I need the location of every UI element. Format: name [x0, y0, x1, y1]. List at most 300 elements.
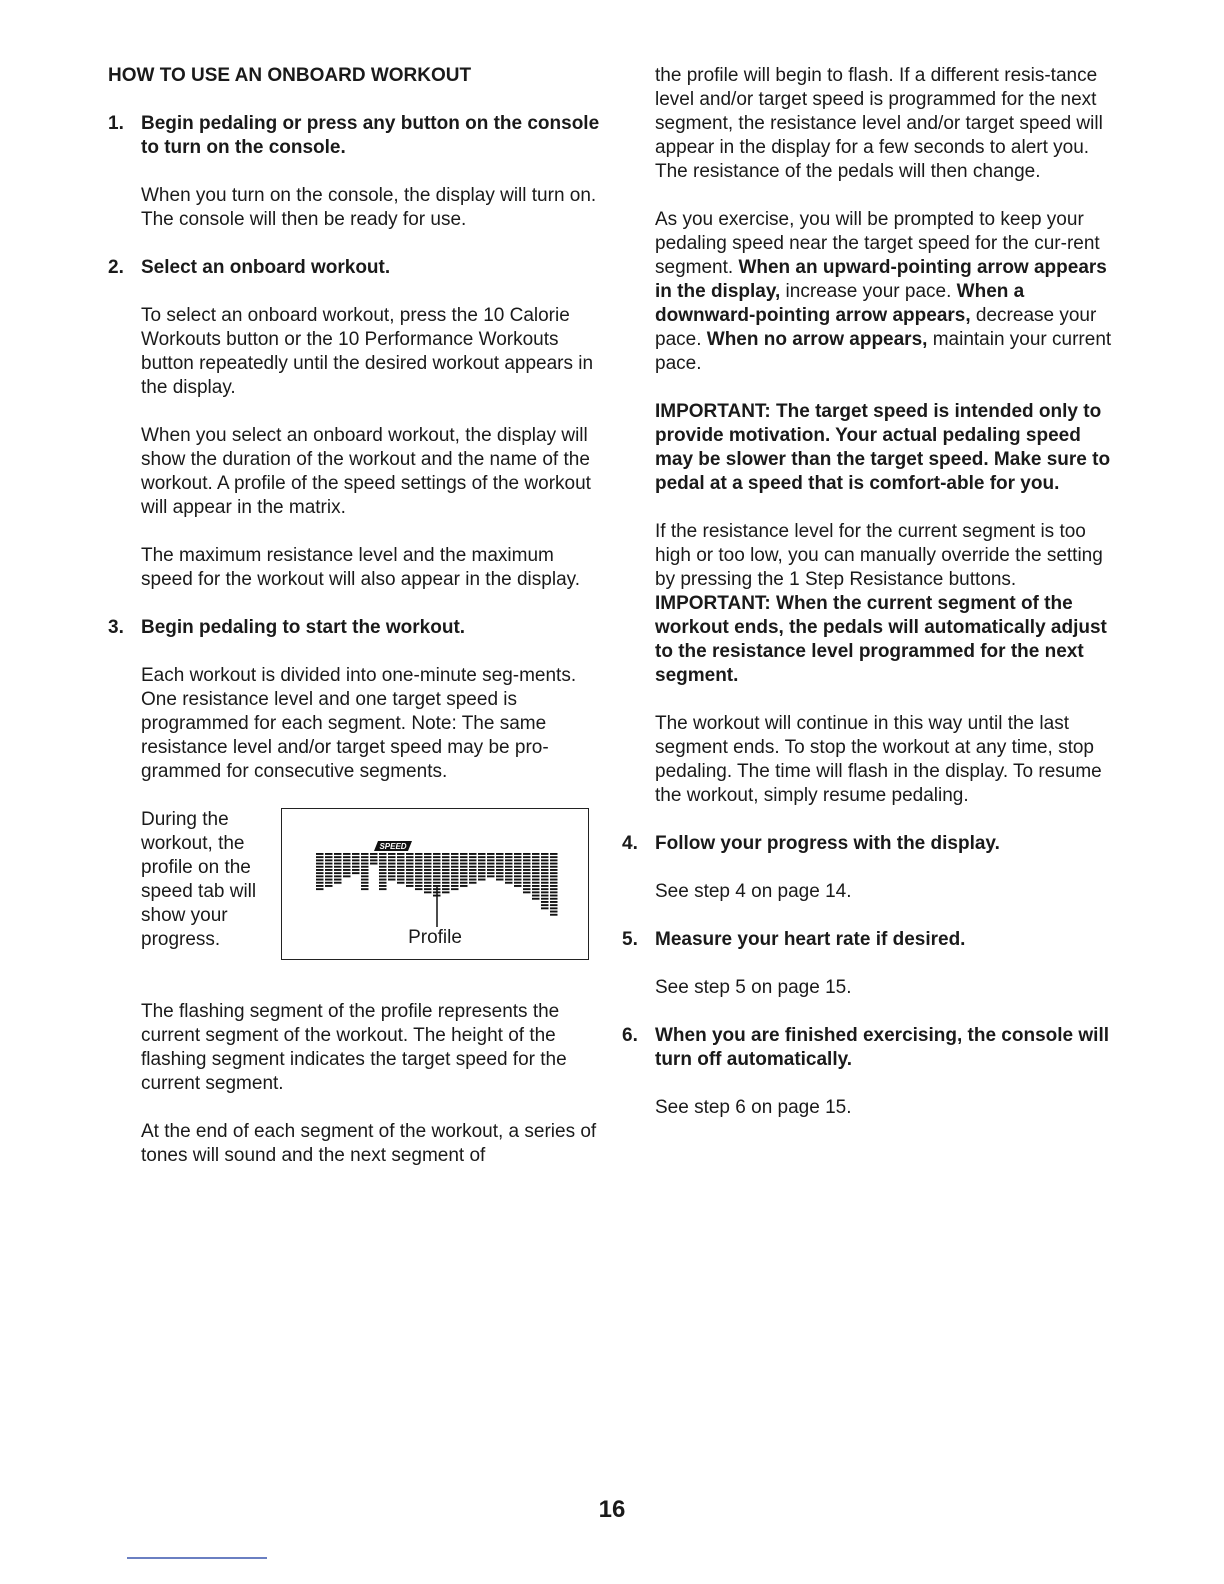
matrix-led	[433, 872, 441, 874]
matrix-led	[451, 859, 459, 861]
step-1	[108, 112, 600, 160]
matrix-led	[523, 882, 531, 884]
matrix-led	[433, 856, 441, 858]
matrix-led	[505, 856, 513, 858]
step-2-body-2: When you select an onboard workout, the display will show the duration of the workout and the name of the workout. A profile of the speed settings of the workout will appear in the matrix.	[141, 425, 591, 518]
matrix-led	[550, 898, 558, 900]
matrix-led	[541, 866, 549, 868]
matrix-led	[541, 895, 549, 897]
matrix-led	[460, 859, 468, 861]
matrix-led	[451, 879, 459, 881]
matrix-led	[487, 875, 495, 877]
matrix-led	[388, 853, 396, 855]
matrix-led	[541, 888, 549, 890]
matrix-led	[505, 859, 513, 861]
matrix-led	[379, 875, 387, 877]
matrix-led	[442, 879, 450, 881]
matrix-led	[514, 853, 522, 855]
matrix-led	[541, 853, 549, 855]
matrix-led	[514, 859, 522, 861]
matrix-led	[316, 872, 324, 874]
important-note-1	[622, 400, 1114, 496]
matrix-led	[334, 869, 342, 871]
matrix-led	[415, 863, 423, 865]
matrix-led	[334, 863, 342, 865]
step-2-body-3: The maximum resistance level and the maximum speed for the workout will also appear in the display.	[141, 545, 581, 590]
matrix-led	[379, 869, 387, 871]
matrix-led	[523, 879, 531, 881]
matrix-led	[451, 869, 459, 871]
matrix-led	[361, 863, 369, 865]
matrix-led	[361, 888, 369, 890]
matrix-led	[523, 891, 531, 893]
matrix-led	[469, 882, 477, 884]
matrix-led	[388, 879, 396, 881]
matrix-led	[343, 872, 351, 874]
text-run: If the resistance level for the current segment is too high or too low, you can manually override the setting by pressing the 1 Step Resistance buttons.	[655, 521, 1103, 590]
matrix-led	[541, 869, 549, 871]
matrix-led	[415, 856, 423, 858]
matrix-led	[523, 872, 531, 874]
matrix-led	[424, 888, 432, 890]
matrix-led	[514, 866, 522, 868]
matrix-led	[361, 872, 369, 874]
matrix-led	[334, 882, 342, 884]
matrix-led	[478, 866, 486, 868]
matrix-led	[388, 856, 396, 858]
matrix-led	[532, 869, 540, 871]
matrix-led	[424, 859, 432, 861]
matrix-led	[424, 869, 432, 871]
matrix-led	[442, 882, 450, 884]
matrix-led	[460, 875, 468, 877]
matrix-led	[496, 856, 504, 858]
matrix-led	[487, 856, 495, 858]
matrix-led	[316, 869, 324, 871]
matrix-led	[388, 859, 396, 861]
matrix-led	[325, 863, 333, 865]
matrix-led	[415, 888, 423, 890]
matrix-led	[523, 888, 531, 890]
bold-run: IMPORTANT: When the current segment of the workout ends, the pedals will automatically adjust to the resistance level programmed for the next segment.	[655, 593, 1107, 686]
step-title: Begin pedaling or press any button on the console to turn on the console.	[141, 113, 600, 158]
matrix-led	[361, 879, 369, 881]
step-3	[108, 616, 600, 640]
matrix-led	[397, 866, 405, 868]
matrix-led	[532, 866, 540, 868]
step-6	[622, 1024, 1114, 1072]
matrix-led	[325, 856, 333, 858]
matrix-led	[550, 863, 558, 865]
matrix-led	[451, 888, 459, 890]
matrix-led	[424, 885, 432, 887]
matrix-led	[550, 914, 558, 916]
matrix-led	[370, 856, 378, 858]
matrix-led	[550, 901, 558, 903]
matrix-led	[469, 853, 477, 855]
matrix-led	[478, 879, 486, 881]
matrix-led	[460, 879, 468, 881]
matrix-led	[334, 875, 342, 877]
matrix-led	[532, 888, 540, 890]
figure-side-text: During the workout, the profile on the speed tab will show your progress.	[141, 809, 257, 950]
step-2-body-1: To select an onboard workout, press the 10 Calorie Workouts button or the 10 Performance Workouts button repeatedly until the desired workout appears in the display.	[141, 305, 594, 398]
matrix-led	[451, 863, 459, 865]
page-number: 16	[598, 1496, 626, 1523]
matrix-led	[316, 875, 324, 877]
matrix-led	[514, 875, 522, 877]
step-number: 3.	[108, 617, 124, 638]
matrix-led	[388, 869, 396, 871]
matrix-led	[523, 856, 531, 858]
matrix-led	[514, 856, 522, 858]
matrix-led	[541, 879, 549, 881]
matrix-led	[397, 879, 405, 881]
matrix-led	[469, 856, 477, 858]
matrix-led	[532, 898, 540, 900]
matrix-led	[541, 882, 549, 884]
matrix-led	[406, 879, 414, 881]
matrix-led	[406, 866, 414, 868]
step-number: 1.	[108, 113, 124, 134]
matrix-led	[505, 863, 513, 865]
matrix-led	[478, 875, 486, 877]
matrix-led	[361, 885, 369, 887]
matrix-led	[433, 869, 441, 871]
matrix-led	[406, 869, 414, 871]
matrix-led	[325, 885, 333, 887]
step-6-body: See step 6 on page 15.	[655, 1097, 852, 1118]
step-4	[622, 832, 1114, 856]
matrix-led	[460, 866, 468, 868]
matrix-led	[541, 875, 549, 877]
matrix-led	[514, 885, 522, 887]
matrix-led	[460, 853, 468, 855]
matrix-led	[469, 875, 477, 877]
matrix-led	[550, 866, 558, 868]
arrow-prompt-paragraph	[622, 208, 1114, 376]
matrix-led	[496, 879, 504, 881]
matrix-led	[460, 885, 468, 887]
matrix-led	[550, 911, 558, 913]
right-column	[622, 64, 1114, 1144]
matrix-led	[352, 869, 360, 871]
matrix-led	[397, 853, 405, 855]
matrix-led	[478, 872, 486, 874]
step-title: When you are finished exercising, the console will turn off automatically.	[655, 1025, 1109, 1070]
matrix-led	[352, 872, 360, 874]
matrix-led	[334, 866, 342, 868]
matrix-led	[379, 872, 387, 874]
matrix-led	[532, 863, 540, 865]
matrix-led	[541, 872, 549, 874]
matrix-led	[505, 882, 513, 884]
matrix-led	[316, 856, 324, 858]
step-1-body: When you turn on the console, the display will turn on. The console will then be ready for use.	[141, 185, 597, 230]
matrix-led	[550, 907, 558, 909]
matrix-led	[415, 859, 423, 861]
matrix-led	[442, 863, 450, 865]
matrix-led	[532, 853, 540, 855]
step-title: Select an onboard workout.	[141, 257, 391, 278]
matrix-led	[532, 856, 540, 858]
matrix-led	[442, 891, 450, 893]
matrix-led	[496, 872, 504, 874]
bold-run: When no arrow appears,	[706, 329, 928, 350]
workout-continue-paragraph: The workout will continue in this way until the last segment ends. To stop the workout at any time, stop pedaling. The time will flash in the display. To resume the workout, simply resume pedaling.	[655, 713, 1102, 806]
matrix-led	[316, 863, 324, 865]
matrix-led	[550, 872, 558, 874]
matrix-led	[352, 856, 360, 858]
matrix-led	[496, 869, 504, 871]
matrix-led	[541, 898, 549, 900]
matrix-led	[361, 869, 369, 871]
matrix-led	[361, 853, 369, 855]
matrix-led	[532, 885, 540, 887]
matrix-led	[541, 891, 549, 893]
matrix-led	[505, 872, 513, 874]
matrix-led	[379, 853, 387, 855]
matrix-led	[415, 879, 423, 881]
matrix-led	[532, 882, 540, 884]
matrix-led	[550, 882, 558, 884]
matrix-led	[343, 869, 351, 871]
matrix-led	[451, 885, 459, 887]
matrix-led	[505, 869, 513, 871]
matrix-led	[406, 872, 414, 874]
matrix-led	[406, 885, 414, 887]
matrix-led	[352, 853, 360, 855]
matrix-led	[433, 863, 441, 865]
matrix-led	[424, 879, 432, 881]
matrix-led	[379, 882, 387, 884]
matrix-led	[397, 863, 405, 865]
matrix-led	[325, 872, 333, 874]
matrix-led	[496, 863, 504, 865]
matrix-led	[478, 853, 486, 855]
profile-label: Profile	[408, 927, 462, 948]
matrix-led	[442, 885, 450, 887]
matrix-led	[424, 875, 432, 877]
matrix-led	[316, 885, 324, 887]
matrix-led	[541, 904, 549, 906]
matrix-led	[442, 875, 450, 877]
matrix-led	[352, 859, 360, 861]
matrix-led	[388, 866, 396, 868]
matrix-led	[370, 853, 378, 855]
matrix-led	[469, 863, 477, 865]
matrix-led	[406, 856, 414, 858]
matrix-led	[361, 866, 369, 868]
matrix-led	[478, 856, 486, 858]
bold-run: IMPORTANT: The target speed is intended only to provide motivation. Your actual pedaling speed may be slower than the target speed. Make sure to pedal at a speed that is comfort-able for you.	[655, 401, 1111, 494]
matrix-led	[343, 853, 351, 855]
matrix-led	[343, 875, 351, 877]
matrix-led	[379, 879, 387, 881]
matrix-led	[514, 869, 522, 871]
matrix-led	[316, 879, 324, 881]
matrix-led	[460, 856, 468, 858]
step-number: 2.	[108, 257, 124, 278]
matrix-led	[523, 863, 531, 865]
matrix-led	[361, 856, 369, 858]
matrix-led	[433, 885, 441, 887]
matrix-led	[478, 869, 486, 871]
matrix-led	[505, 853, 513, 855]
step-number: 4.	[622, 833, 638, 854]
matrix-led	[379, 885, 387, 887]
matrix-led	[343, 863, 351, 865]
matrix-led	[352, 863, 360, 865]
matrix-led	[415, 872, 423, 874]
resistance-override-paragraph	[622, 520, 1114, 688]
matrix-led	[505, 875, 513, 877]
matrix-led	[505, 866, 513, 868]
matrix-led	[424, 882, 432, 884]
matrix-led	[379, 863, 387, 865]
matrix-led	[415, 882, 423, 884]
step-number: 5.	[622, 929, 638, 950]
continued-paragraph: the profile will begin to flash. If a different resis-tance level and/or target speed is programmed for the next segment, the resistance level and/or target speed will appear in the display for a few seconds to alert you. The resistance of the pedals will then change.	[655, 65, 1103, 182]
bold-run: When a downward-pointing arrow appears,	[655, 281, 1025, 326]
matrix-led	[442, 869, 450, 871]
matrix-led	[532, 879, 540, 881]
matrix-led	[532, 895, 540, 897]
matrix-led	[334, 856, 342, 858]
matrix-led	[334, 879, 342, 881]
matrix-led	[397, 872, 405, 874]
matrix-led	[532, 872, 540, 874]
matrix-led	[388, 872, 396, 874]
matrix-led	[451, 853, 459, 855]
matrix-led	[406, 875, 414, 877]
step-3-body-2: The flashing segment of the profile represents the current segment of the workout. The height of the flashing segment indicates the target speed for the current segment.	[141, 1001, 567, 1094]
matrix-led	[541, 885, 549, 887]
matrix-led	[469, 869, 477, 871]
matrix-led	[415, 853, 423, 855]
matrix-led	[316, 888, 324, 890]
matrix-led	[469, 879, 477, 881]
matrix-led	[550, 875, 558, 877]
matrix-led	[361, 882, 369, 884]
matrix-led	[550, 853, 558, 855]
step-5-body: See step 5 on page 15.	[655, 977, 852, 998]
matrix-led	[451, 882, 459, 884]
matrix-led	[325, 879, 333, 881]
bold-run: When an upward-pointing arrow appears in the display,	[655, 257, 1107, 302]
matrix-led	[379, 859, 387, 861]
step-number: 6.	[622, 1025, 638, 1046]
matrix-led	[433, 866, 441, 868]
matrix-led	[442, 888, 450, 890]
step-3-body-1: Each workout is divided into one-minute seg-ments. One resistance level and one target speed is programmed for each segment. Note: The same resistance level and/or target speed may be pro-grammed for consecutive segments.	[141, 665, 577, 782]
step-title: Follow your progress with the display.	[655, 833, 1000, 854]
step-title: Begin pedaling to start the workout.	[141, 617, 466, 638]
matrix-led	[487, 853, 495, 855]
matrix-led	[496, 859, 504, 861]
footer-rule	[127, 1557, 267, 1559]
matrix-led	[415, 869, 423, 871]
text-run: decrease your pace.	[655, 305, 1097, 350]
step-5	[622, 928, 1114, 952]
speed-tab-label: SPEED	[379, 842, 407, 851]
matrix-led	[523, 866, 531, 868]
matrix-led	[325, 869, 333, 871]
matrix-led	[397, 859, 405, 861]
matrix-led	[361, 859, 369, 861]
matrix-led	[433, 859, 441, 861]
matrix-led	[415, 866, 423, 868]
matrix-led	[325, 882, 333, 884]
matrix-led	[388, 875, 396, 877]
matrix-led	[361, 875, 369, 877]
matrix-led	[424, 863, 432, 865]
matrix-led	[523, 859, 531, 861]
matrix-led	[442, 856, 450, 858]
matrix-led	[397, 869, 405, 871]
matrix-led	[370, 863, 378, 865]
matrix-led	[352, 866, 360, 868]
section-heading: HOW TO USE AN ONBOARD WORKOUT	[108, 65, 472, 86]
matrix-led	[325, 875, 333, 877]
step-4-body: See step 4 on page 14.	[655, 881, 852, 902]
matrix-led	[316, 859, 324, 861]
matrix-led	[532, 891, 540, 893]
matrix-led	[343, 859, 351, 861]
matrix-led	[550, 888, 558, 890]
step-3-body-3: At the end of each segment of the workout, a series of tones will sound and the next segment of	[141, 1121, 597, 1166]
matrix-led	[487, 872, 495, 874]
matrix-led	[316, 866, 324, 868]
matrix-led	[469, 859, 477, 861]
matrix-led	[550, 891, 558, 893]
matrix-led	[496, 875, 504, 877]
matrix-led	[541, 859, 549, 861]
matrix-led	[424, 891, 432, 893]
matrix-led	[487, 869, 495, 871]
matrix-led	[460, 869, 468, 871]
matrix-led	[514, 863, 522, 865]
matrix-led	[325, 859, 333, 861]
matrix-led	[523, 853, 531, 855]
profile-figure-block	[108, 808, 600, 1000]
text-run: increase your pace.	[780, 281, 957, 302]
matrix-led	[496, 866, 504, 868]
matrix-led	[550, 856, 558, 858]
matrix-led	[316, 853, 324, 855]
matrix-led	[541, 907, 549, 909]
matrix-led	[550, 879, 558, 881]
matrix-led	[370, 859, 378, 861]
matrix-led	[550, 904, 558, 906]
matrix-led	[541, 856, 549, 858]
matrix-led	[406, 863, 414, 865]
left-column	[108, 64, 600, 1192]
text-run: maintain your current pace.	[655, 329, 1112, 374]
matrix-led	[442, 859, 450, 861]
matrix-led	[451, 866, 459, 868]
matrix-led	[424, 872, 432, 874]
matrix-led	[451, 872, 459, 874]
matrix-led	[514, 879, 522, 881]
matrix-led	[415, 885, 423, 887]
matrix-led	[451, 875, 459, 877]
matrix-led	[514, 882, 522, 884]
matrix-led	[550, 859, 558, 861]
matrix-led	[334, 859, 342, 861]
matrix-led	[460, 882, 468, 884]
matrix-led	[325, 853, 333, 855]
